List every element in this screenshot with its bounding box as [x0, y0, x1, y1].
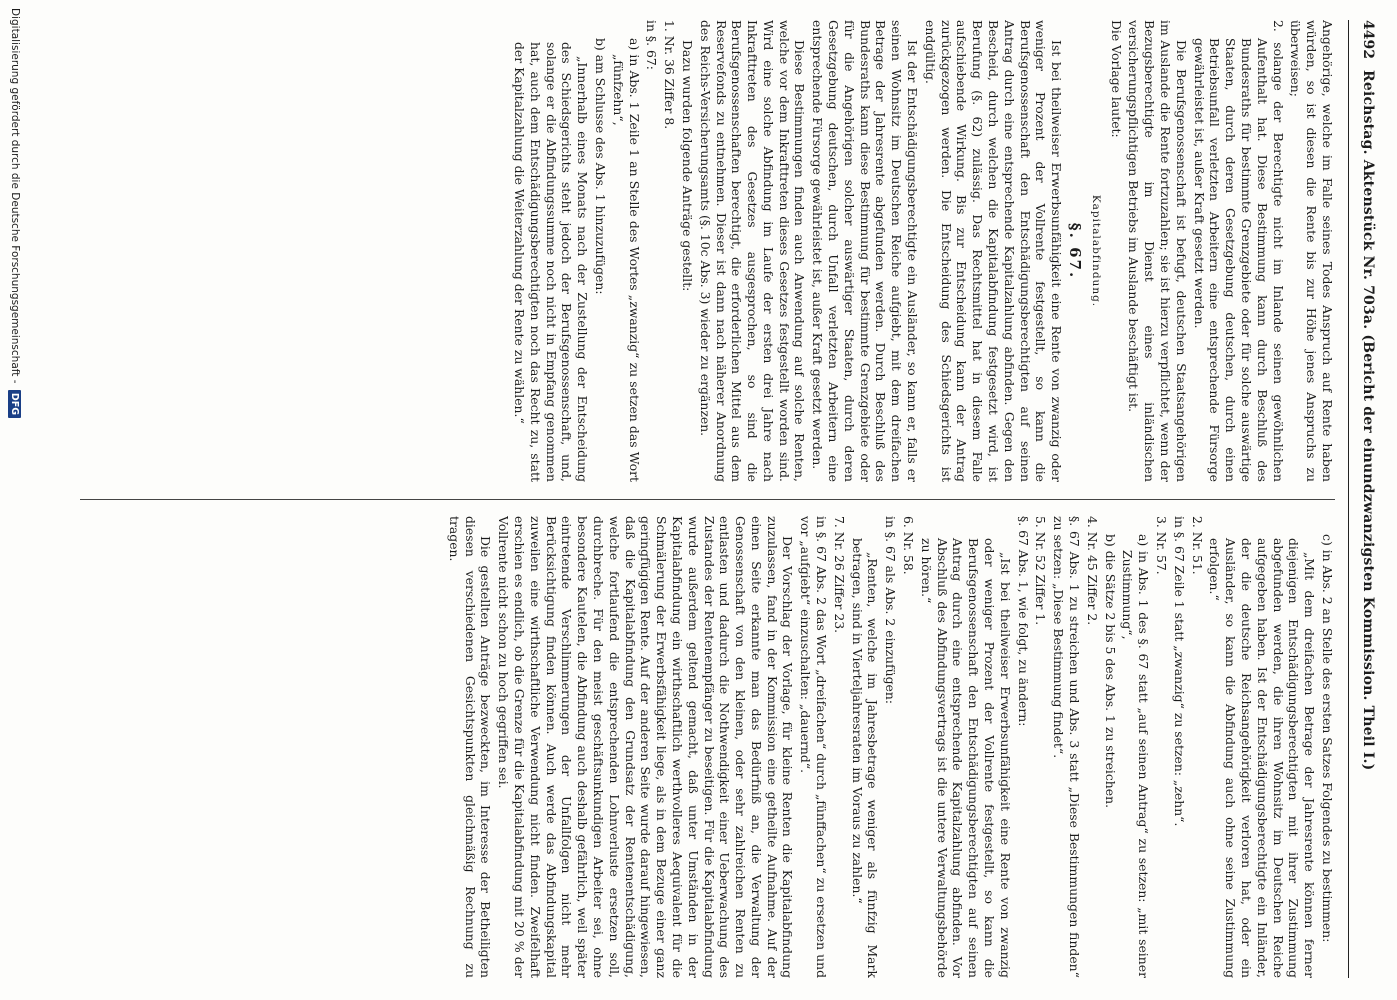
- column-divider: [80, 499, 1335, 500]
- paragraph: „Ist bei theilweiser Erwerbsunfähigkeit eine Rente von zwanzig oder weniger Prozent der Vollrente festgestellt, so kann die Berufsgenossenschaft den Entschädigungsberechtigten auf seinen Antrag durch eine entsprechende Kapitalzahlung abfinden. Vor Abschluß des Abfindungsvertrags ist die untere Verwaltungsbehörde zu hören.“: [918, 538, 1013, 978]
- paragraph: 2. Nr. 51.: [1189, 516, 1205, 575]
- paragraph: b) am Schlusse des Abs. 1 hinzuzufügen:: [592, 38, 608, 295]
- paragraph: b) die Sätze 2 bis 5 des Abs. 1 zu streichen.: [1102, 534, 1118, 809]
- paragraph: in §. 67 Zeile 1 statt „zwanzig“ zu setzen: „zehn“.: [1171, 516, 1187, 827]
- paragraph: Angehörige, welche im Falle seines Todes Anspruch auf Rente haben würden, so ist diesen die Rente bis zur Höhe jenes Anspruchs zu überweisen;: [1288, 20, 1335, 482]
- page-title: Reichstag. Aktenstück Nr. 703a. (Bericht der einundzwanzigsten Kommission. Theil I.): [1360, 70, 1376, 771]
- paragraph: in §. 67:: [644, 20, 660, 70]
- paragraph: Der Vorschlag der Vorlage, für kleine Renten die Kapitalabfindung zuzulassen, fand in der Kommission eine getheilte Aufnahme. Auf der einen Seite erkannte man das Bedürfniß an, die Verwaltung der Genossenschaft von den kleinen, oder sehr zahlreichen Renten zu entlasten und dadurch die Nothwendigkeit einer Ueberwachung des Zustandes der Rentenempfänger zu beseitigen. Für die Kapitalabfindung wurde außerdem geltend gemacht, daß unter Umständen in der Kapitalabfindung ein wirthschaftlich werthvolleres Aequivalent für die Schmälerung der Erwerbsfähigkeit liege, als in dem Bezuge einer ganz geringfügigen Rente. Auf der anderen Seite wurde darauf hingewiesen, daß die Kapitalabfindung den Grundsatz der Rentenentschädigung, welche fortlaufend die entsprechenden Lohnverluste ersetzen soll, durchbreche. Für den meist geschäftsunkundigen Arbeiter sei, ohne besondere Kautelen, die Abfindung auch deshalb gefährlich, weil später eintretende Verschlimmerungen der Unfallfolgen nicht mehr Berücksichtigung finden können. Auch werde das Abfindungskapital zuweilen eine wirthschaftliche Verwendung nicht finden. Zweifelhaft erschien es endlich, ob die Grenze für die Kapitalabfindung mit 20 % der Vollrente nicht schon zu hoch gegriffen sei.: [496, 516, 796, 978]
- paragraph: „Mit dem dreifachen Betrage der Jahresrente können ferner diejenigen Entschädigungsberechtigten mit ihrer Zustimmung abgefunden werden, die ihren Wohnsitz im Deutschen Reiche aufgegeben haben. Ist der Entschädigungsberechtigte ein Inländer, der die deutsche Reichsangehörigkeit verloren hat, oder ein Ausländer, so kann die Abfindung auch ohne seine Zustimmung erfolgen.“: [1207, 538, 1318, 978]
- paragraph: 2. solange der Berechtigte nicht im Inlande seinen gewöhnlichen Aufenthalt hat. Diese Bestimmung kann durch Beschluß des Bundesraths für bestimmte Grenzgebiete oder für solche auswärtige Staaten, durch deren Gesetzgebung deutschen, durch einen Betriebsunfall verletzten Arbeitern eine entsprechende Fürsorge gewährleistet ist, außer Kraft gesetzt werden.: [1191, 20, 1286, 482]
- paragraph: Die Berufsgenossenschaft ist befugt, deutschen Staatsangehörigen im Auslande die Rente fortzuzahlen; sie ist hierzu verpflichtet, wenn der Bezugsberechtigte im Dienst eines inländischen versicherungspflichtigen Betriebs im Auslande beschäftigt ist.: [1126, 20, 1189, 482]
- section-heading: §. 67.: [1066, 222, 1085, 280]
- dfg-logo: DFG: [9, 390, 22, 418]
- paragraph: Diese Bestimmungen finden auch Anwendung auf solche Renten, welche vor dem Inkrafttreten dieses Gesetzes festgestellt worden sind. Wird eine solche Abfindung im Laufe der ersten drei Jahre nach Inkrafttreten des Gesetzes ausgesprochen, so sind die Berufsgenossenschaften berechtigt, die erforderlichen Mittel aus dem Reservefonds zu entnehmen. Dieser ist dann nach näherer Anordnung des Reichs-Versicherungsamts (§. 10c Abs. 3) wieder zu ergänzen.: [697, 20, 808, 482]
- paragraph: Die Vorlage lautet:: [1108, 20, 1124, 138]
- paragraph: 1. Nr. 36 Ziffer 8.: [662, 20, 678, 130]
- text-column-right: [80, 516, 1335, 978]
- paragraph: a) in Abs. 1 Zeile 1 an Stelle des Wortes „zwanzig“ zu setzen das Wort „fünfzehn“,: [610, 38, 642, 482]
- paragraph: 7. Nr. 26 Ziffer 23.: [831, 516, 847, 634]
- text-column-left: [80, 20, 1335, 482]
- header-rule: [1348, 20, 1349, 978]
- paragraph: Dazu wurden folgende Anträge gestellt:: [679, 40, 695, 292]
- section-heading: Kapitalabfindung.: [1089, 194, 1102, 308]
- paragraph: §. 67 Abs. 1, wie folgt, zu ändern:: [1015, 516, 1031, 727]
- paragraph: 3. Nr. 57.: [1154, 516, 1170, 575]
- paragraph: Die gestellten Anträge bezweckten, im Interesse der Betheiligten diesen verschiedenen Gesichtspunkten gleichmäßig Rechnung zu tragen.: [446, 516, 494, 978]
- digitization-footer: [3, 8, 25, 992]
- page-header: [1339, 20, 1389, 978]
- paragraph: in §. 67 als Abs. 2 einzufügen:: [883, 516, 899, 705]
- page-number: 4492: [1360, 20, 1376, 59]
- footer-text: Digitalisierung gefördert durch die Deutsche Forschungsgemeinschaft -: [9, 8, 21, 384]
- paragraph: a) in Abs. 1 des §. 67 statt „auf seinen Antrag“ zu setzen: „mit seiner Zustimmung“,: [1120, 534, 1152, 978]
- paragraph: 5. Nr. 52 Ziffer 1.: [1033, 516, 1049, 626]
- paragraph: „Innerhalb eines Monats nach der Zustellung der Entscheidung des Schiedsgerichts steht jedoch der Berufsgenossenschaft, und, solange er die Abfindungssumme noch nicht in Empfang genommen hat, auch dem Entschädigungsberechtigten noch das Recht zu, statt der Kapitalzahlung die Weiterzahlung der Rente zu wählen.“: [511, 42, 591, 482]
- paragraph: 4. Nr. 45 Ziffer 2.: [1084, 516, 1100, 626]
- paragraph: Ist der Entschädigungsberechtigte ein Ausländer, so kann er, falls er seinen Wohnsitz im Deutschen Reiche aufgiebt, mit dem dreifachen Betrage der Jahresrente abgefunden werden. Durch Beschluß des Bundesraths kann diese Bestimmung für bestimmte Grenzgebiete oder für die Angehörigen solcher auswärtiger Staaten, durch deren Gesetzgebung deutschen, durch Unfall verletzten Arbeitern eine entsprechende Fürsorge gewährleistet ist, außer Kraft gesetzt werden.: [810, 20, 921, 482]
- paragraph: Ist bei theilweiser Erwerbsunfähigkeit eine Rente von zwanzig oder weniger Prozent der Vollrente festgestellt, so kann die Berufsgenossenschaft den Entschädigungsberechtigten auf seinen Antrag durch eine entsprechende Kapitalzahlung abfinden. Gegen den Bescheid, durch welchen die Kapitalabfindung festgesetzt wird, ist Berufung (§. 62) zulässig. Das Rechtsmittel hat in diesem Falle aufschiebende Wirkung. Bis zur Entscheidung kann der Antrag zurückgezogen werden. Die Entscheidung des Schiedsgerichts ist endgültig.: [922, 20, 1065, 482]
- paragraph: §. 67 Abs. 1 zu streichen und Abs. 3 statt „Diese Bestimmungen finden“ zu setzen: „Diese Bestimmung findet“.: [1051, 516, 1083, 978]
- paragraph: c) in Abs. 2 an Stelle des ersten Satzes Folgendes zu bestimmen:: [1320, 534, 1335, 943]
- paragraph: „Renten, welche im Jahresbetrage weniger als fünfzig Mark betragen, sind in Vierteljahresraten im Voraus zu zahlen.“: [849, 538, 881, 978]
- paragraph: in §. 67 Abs. 2 das Wort „dreifachen“ durch „fünffachen“ zu ersetzen und vor „aufgiebt“ einzuschalten: „dauernd“.: [798, 516, 830, 978]
- paragraph: 6. Nr. 58.: [901, 516, 917, 575]
